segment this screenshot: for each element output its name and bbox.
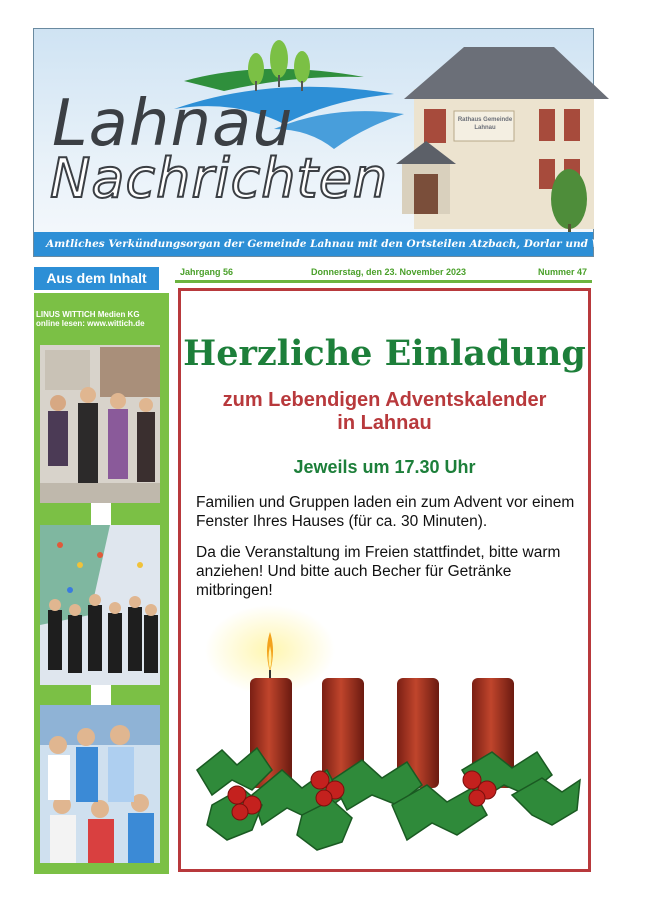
invitation-paragraph-1: Familien und Gruppen laden ein zum Advent vor einem Fenster Ihres Hauses (für ca. 30 Minuten). [196,494,575,530]
volume-label: Jahrgang 56 [180,267,234,277]
issue-date: Donnerstag, den 23. November 2023 [311,267,467,277]
sidebar-photo-climbing[interactable] [40,525,160,685]
invitation-subtitle-line2: in Lahnau [337,412,432,434]
header-banner [33,28,661,257]
invitation-title: Herzliche Einladung [183,333,586,374]
photo-group-illustration [40,345,160,503]
title-lahnau: Lahnau [52,87,294,161]
photo-kids-illustration [40,705,160,863]
photo-connector [91,685,111,705]
sidebar-photo-group[interactable] [40,345,160,503]
photo-connector [91,503,111,525]
issue-info-bar [175,266,592,283]
issue-number: Nummer 47 [537,267,587,277]
header-tagline: Amtliches Verkündungsorgan der Gemeinde Lahnau mit den Ortsteilen Atzbach, Dorlar und Waldgirmes [34,232,593,256]
advent-wreath-illustration [192,620,582,860]
title-nachrichten: Nachrichten [50,147,389,210]
invitation-subtitle [178,389,591,435]
sidebar-photo-kids[interactable] [40,705,160,863]
invitation-time: Jeweils um 17.30 Uhr [293,457,476,477]
section-label: Aus dem Inhalt [34,267,159,290]
invitation-paragraph-2: Da die Veranstaltung im Freien stattfindet, bitte warm anziehen! Und bitte auch Becher für Getränke mitbringen! [196,544,561,599]
invitation-subtitle-line1: zum Lebendigen Adventskalender [222,389,547,411]
building-sign: Rathaus Gemeinde Lahnau [457,117,513,131]
photo-climbing-illustration [40,525,160,685]
publisher-name: LINUS WITTICH Medien KG [36,310,140,319]
publisher-note [36,310,168,328]
publisher-website: online lesen: www.wittich.de [36,319,145,328]
